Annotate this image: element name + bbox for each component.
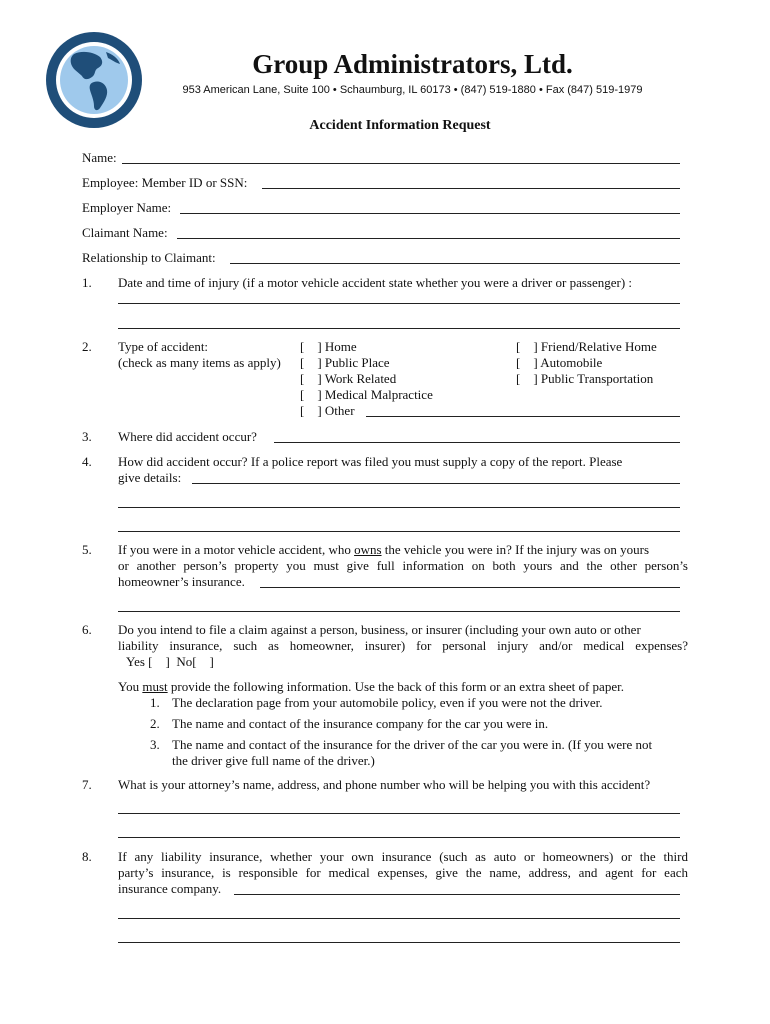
q1-number: 1. — [82, 275, 92, 290]
q5-text-line-2: or another person’s property you must give full information on both yours and the other person’s — [118, 558, 688, 573]
option-label: Public Transportation — [540, 371, 654, 386]
q5-number: 5. — [82, 542, 92, 557]
q8-text-line-2: party’s insurance, is responsible for medical expenses, give the name, address, and agent for each — [118, 865, 688, 880]
q4-answer-line-2[interactable] — [118, 507, 680, 508]
company-address: 953 American Lane, Suite 100 • Schaumburg, IL 60173 • (847) 519-1880 • Fax (847) 519-1979 — [182, 84, 643, 96]
option-label: Friend/Relative Home — [540, 339, 657, 354]
q6-item-3-text: The name and contact of the insurance for the driver of the car you were in. (If you were not — [172, 737, 653, 752]
q2-label: Type of accident: — [118, 339, 209, 354]
q6-item-3-number: 3. — [150, 737, 160, 752]
q5-text-line-1 — [118, 542, 649, 558]
q4-answer-line-1[interactable] — [192, 483, 680, 484]
q5-text-part: If you were in a motor vehicle accident, who — [118, 542, 355, 557]
option-label: Home — [324, 339, 357, 354]
q6-instructions — [118, 679, 624, 695]
checkbox-home[interactable]: [ ] Home — [300, 339, 357, 354]
member-id-field[interactable] — [262, 188, 680, 189]
form-title: Accident Information Request — [309, 118, 491, 133]
q1-answer-line-1[interactable] — [118, 303, 680, 304]
q6-item-1-text: The declaration page from your automobile policy, even if you were not the driver. — [172, 695, 603, 710]
claimant-field[interactable] — [177, 238, 680, 239]
member-id-label: Employee: Member ID or SSN: — [82, 175, 248, 190]
checkbox-public-place[interactable]: [ ] Public Place — [300, 355, 390, 370]
name-field[interactable] — [122, 163, 680, 164]
checkbox-medical-malpractice[interactable]: [ ] Medical Malpractice — [300, 387, 433, 402]
q8-text-line-3: insurance company. — [118, 881, 222, 896]
q6-emphasis: must — [142, 679, 168, 694]
q6-item-3-continued: the driver give full name of the driver.) — [172, 753, 375, 768]
q6-number: 6. — [82, 622, 92, 637]
q8-answer-line-2[interactable] — [118, 918, 680, 919]
q1-answer-line-2[interactable] — [118, 328, 680, 329]
checkbox-public-transportation[interactable]: [ ] Public Transportation — [516, 371, 654, 386]
q7-answer-line-2[interactable] — [118, 837, 680, 838]
q3-answer-line[interactable] — [274, 442, 680, 443]
checkbox-work-related[interactable]: [ ] Work Related — [300, 371, 397, 386]
q5-answer-line-1[interactable] — [260, 587, 680, 588]
employer-label: Employer Name: — [82, 200, 172, 215]
option-label: Other — [324, 403, 355, 418]
q8-number: 8. — [82, 849, 92, 864]
q2-sublabel: (check as many items as apply) — [118, 355, 281, 370]
q5-answer-line-2[interactable] — [118, 611, 680, 612]
q8-answer-line-1[interactable] — [234, 894, 680, 895]
q5-text-line-3: homeowner’s insurance. — [118, 574, 245, 589]
q7-text: What is your attorney’s name, address, and phone number who will be helping you with this accident? — [118, 777, 651, 792]
option-label: Public Place — [324, 355, 390, 370]
q5-emphasis: owns — [354, 542, 382, 557]
option-label: Automobile — [540, 355, 603, 370]
q4-text-line-2: give details: — [118, 470, 182, 485]
q3-text: Where did accident occur? — [118, 429, 257, 444]
q6-text-line-2: liability insurance, such as homeowner, insurer) for personal injury and/or medical expenses? — [118, 638, 688, 653]
q6-text-line-1: Do you intend to file a claim against a person, business, or insurer (including your own auto or other — [118, 622, 641, 637]
relationship-label: Relationship to Claimant: — [82, 250, 216, 265]
claimant-label: Claimant Name: — [82, 225, 168, 240]
q8-answer-line-3[interactable] — [118, 942, 680, 943]
option-label: Work Related — [324, 371, 397, 386]
q6-item-2-number: 2. — [150, 716, 160, 731]
globe-icon — [44, 30, 144, 130]
q4-answer-line-3[interactable] — [118, 531, 680, 532]
q5-text-part: the vehicle you were in? If the injury was on yours — [381, 542, 650, 557]
employer-field[interactable] — [180, 213, 680, 214]
q6-text-part: provide the following information. Use the back of this form or an extra sheet of paper. — [167, 679, 624, 694]
checkbox-automobile[interactable]: [ ] Automobile — [516, 355, 603, 370]
name-label: Name: — [82, 150, 117, 165]
q6-text-part: You — [118, 679, 143, 694]
q3-number: 3. — [82, 429, 92, 444]
q6-item-2-text: The name and contact of the insurance company for the car you were in. — [172, 716, 549, 731]
q6-yes-no-checkboxes[interactable]: Yes [ ] No[ ] — [126, 654, 214, 669]
q7-answer-line-1[interactable] — [118, 813, 680, 814]
q6-item-1-number: 1. — [150, 695, 160, 710]
checkbox-other[interactable]: [ ] Other — [300, 403, 355, 418]
q4-text-line-1: How did accident occur? If a police report was filed you must supply a copy of the report. Please — [118, 454, 623, 469]
q4-number: 4. — [82, 454, 92, 469]
relationship-field[interactable] — [230, 263, 680, 264]
q7-number: 7. — [82, 777, 92, 792]
company-name: Group Administrators, Ltd. — [252, 49, 573, 79]
q2-number: 2. — [82, 339, 92, 354]
q1-text: Date and time of injury (if a motor vehicle accident state whether you were a driver or passenger) : — [118, 275, 633, 290]
checkbox-friend-relative-home[interactable]: [ ] Friend/Relative Home — [516, 339, 657, 354]
other-field[interactable] — [366, 416, 680, 417]
company-logo — [44, 30, 144, 130]
option-label: Medical Malpractice — [324, 387, 433, 402]
q8-text-line-1: If any liability insurance, whether your own insurance (such as auto or homeowners) or the third — [118, 849, 688, 864]
